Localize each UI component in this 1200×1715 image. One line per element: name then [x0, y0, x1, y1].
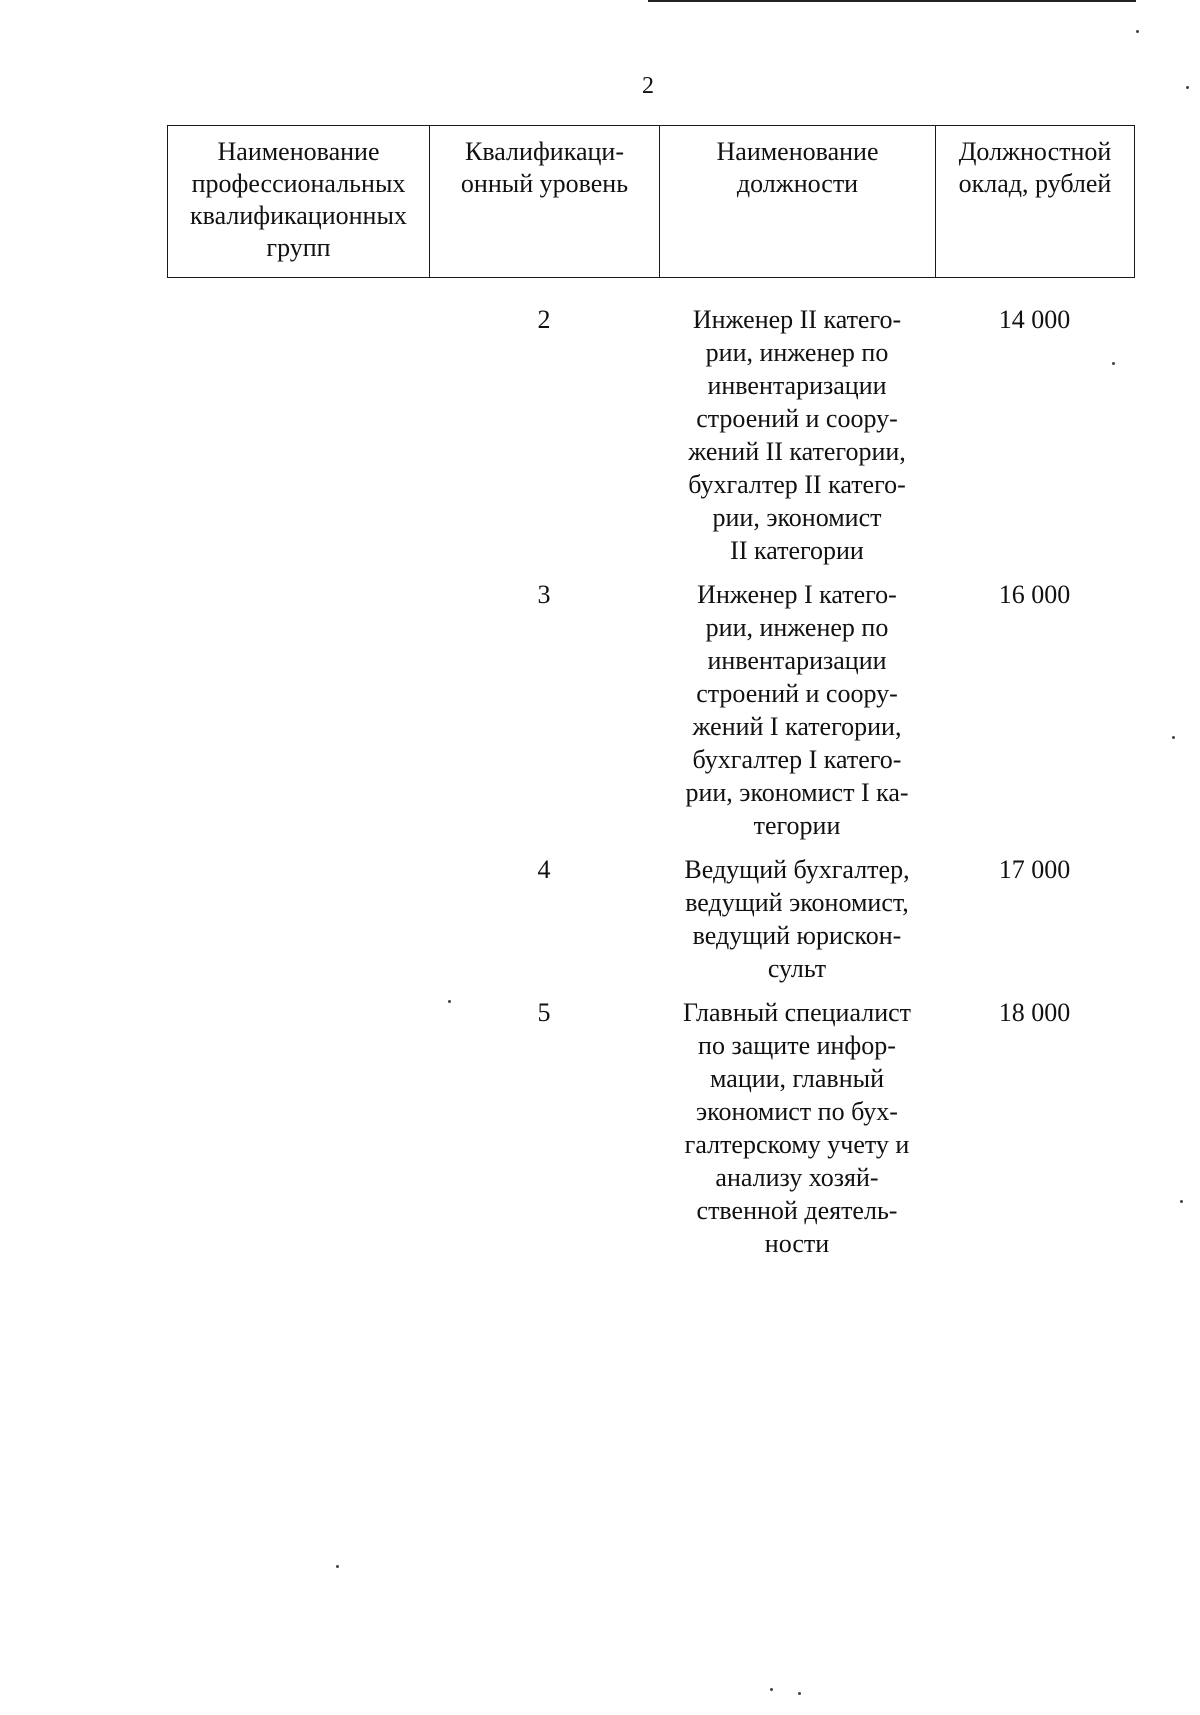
cell-group-name	[167, 578, 429, 842]
cell-qualification-level: 3	[537, 580, 551, 609]
position-line: галтерскому учету и	[684, 1130, 910, 1159]
position-line: ведущий экономист,	[685, 888, 909, 917]
scan-speck	[770, 1688, 773, 1691]
position-line: анализу хозяй-	[715, 1163, 879, 1192]
position-line: рии, экономист I ка-	[685, 778, 909, 807]
position-line: сульт	[767, 954, 827, 983]
position-line: мации, главный	[710, 1064, 884, 1093]
position-line: Ведущий бухгалтер,	[684, 855, 910, 884]
table-row	[167, 996, 1134, 1260]
position-line: инвентаризации	[707, 371, 887, 400]
position-line: жений I категории,	[692, 712, 902, 741]
position-line: II категории	[730, 536, 864, 565]
header-position-name: Наименование должности	[660, 126, 936, 278]
cell-group-name	[167, 996, 429, 1260]
position-line: Инженер I катего-	[697, 580, 897, 609]
position-line: по защите инфор-	[698, 1031, 896, 1060]
position-line: рии, инженер по	[705, 338, 889, 367]
table-row	[167, 853, 1134, 985]
position-line: тегории	[753, 811, 841, 840]
cell-salary: 17 000	[998, 855, 1071, 884]
table-row	[167, 303, 1134, 567]
scan-speck	[1186, 86, 1189, 89]
scan-speck	[448, 1000, 451, 1003]
cell-qualification-level: 2	[537, 305, 551, 334]
cell-group-name	[167, 853, 429, 985]
scan-speck	[336, 1565, 339, 1568]
position-line: бухгалтер I катего-	[692, 745, 902, 774]
position-line: строений и соору-	[696, 404, 898, 433]
page-number: 2	[642, 73, 654, 99]
position-line: строений и соору-	[696, 679, 898, 708]
cell-group-name	[167, 303, 429, 567]
position-line: рии, инженер по	[705, 613, 889, 642]
scan-speck	[1172, 736, 1175, 739]
position-line: ведущий юрискон-	[692, 921, 902, 950]
cell-position-name	[659, 996, 935, 1260]
cell-position-name	[659, 853, 935, 985]
cell-position-name	[659, 303, 935, 567]
table-header	[167, 125, 1135, 278]
header-row	[168, 126, 1135, 278]
scan-speck	[1112, 362, 1115, 365]
cell-salary: 16 000	[998, 580, 1071, 609]
cell-qualification-level: 4	[537, 855, 551, 884]
cell-salary: 14 000	[998, 305, 1071, 334]
position-line: рии, экономист	[712, 503, 882, 532]
position-line: Главный специалист	[682, 998, 912, 1027]
table-row	[167, 578, 1134, 842]
top-rule	[648, 0, 1136, 2]
header-group-name: Наименование профессиональных квалификационных групп	[168, 126, 430, 278]
header-salary: Должностной оклад, рублей	[936, 126, 1135, 278]
position-line: жений II категории,	[688, 437, 906, 466]
position-line: экономист по бух-	[696, 1097, 898, 1126]
position-line: ственной деятель-	[696, 1196, 898, 1225]
table-body	[167, 303, 1134, 1260]
cell-position-name	[659, 578, 935, 842]
position-line: инвентаризации	[707, 646, 887, 675]
cell-qualification-level: 5	[537, 998, 551, 1027]
position-line: ности	[764, 1229, 830, 1258]
position-line: бухгалтер II катего-	[688, 470, 906, 499]
cell-salary: 18 000	[998, 998, 1071, 1027]
header-qualification-level: Квалификаци-онный уровень	[430, 126, 660, 278]
position-line: Инженер II катего-	[692, 305, 902, 334]
scan-speck	[1180, 1200, 1183, 1203]
scan-speck	[798, 1692, 801, 1695]
scan-speck	[1136, 30, 1139, 33]
